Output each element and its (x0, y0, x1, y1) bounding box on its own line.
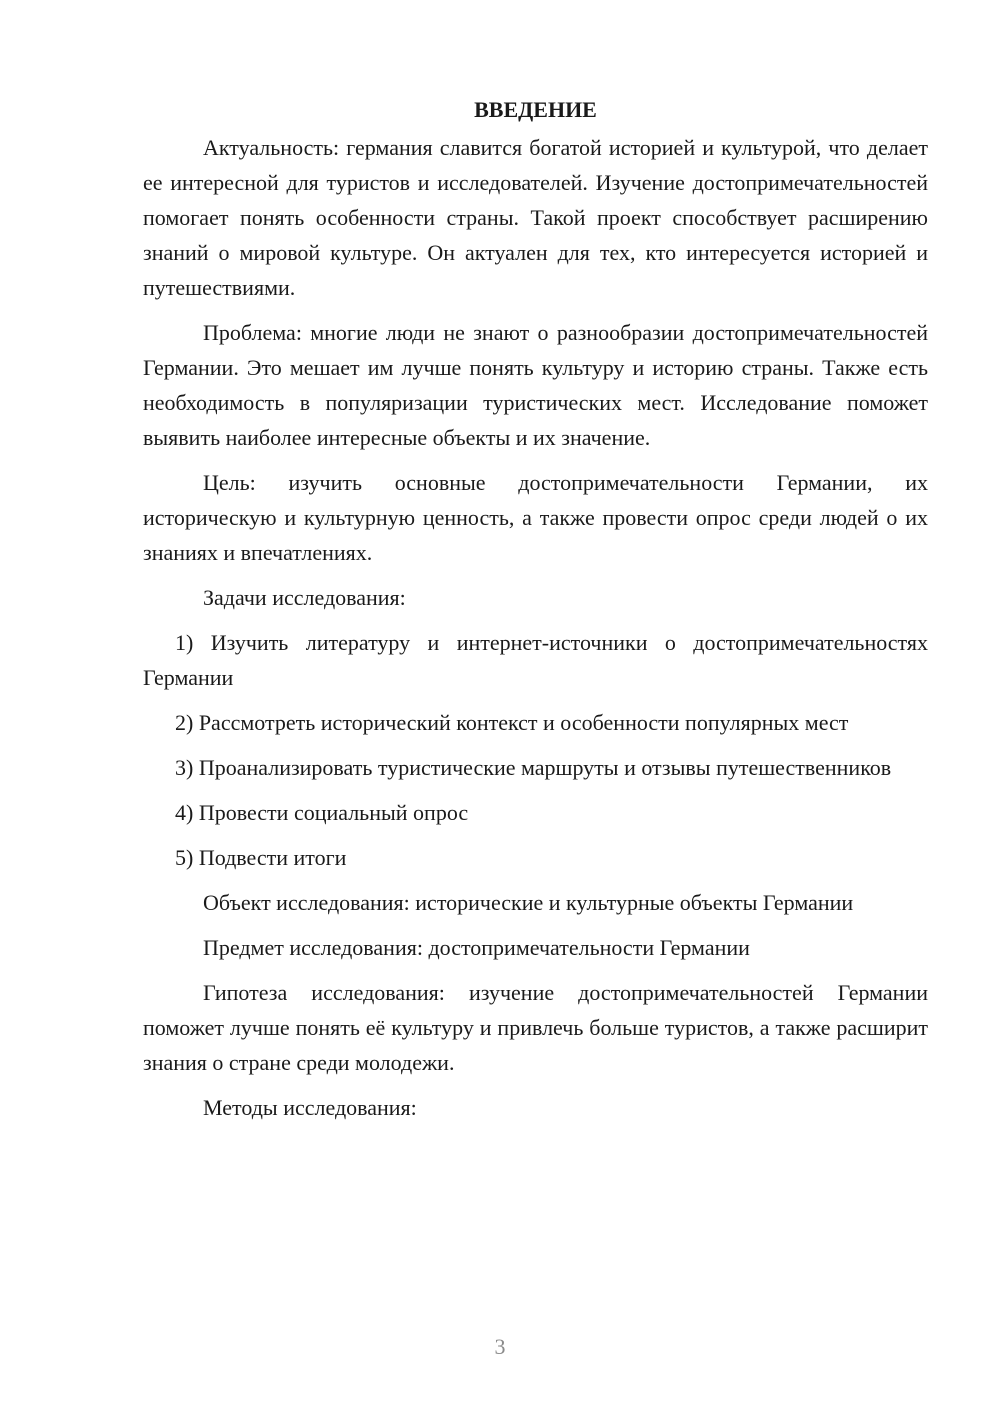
page-number: 3 (494, 1334, 506, 1359)
paragraph-tasks-heading: Задачи исследования: (203, 585, 406, 610)
document-page (143, 92, 928, 1135)
paragraph-subject: Предмет исследования: достопримечательности Германии (203, 935, 750, 960)
paragraph-problem: Проблема: многие люди не знают о разнообразии достопримечательностей Германии. Это мешает им лучше понять культуру и историю страны. Также есть необходимость в популяризации туристических мест. Исследование поможет выявить наиболее интересные объекты и их значение. (143, 320, 928, 450)
tasks-list (143, 625, 928, 875)
list-item: 2) Рассмотреть исторический контекст и особенности популярных мест (175, 710, 849, 735)
document-title: ВВЕДЕНИЕ (474, 97, 597, 122)
list-item: 5) Подвести итоги (175, 845, 347, 870)
paragraph-methods: Методы исследования: (203, 1095, 417, 1120)
paragraph-object: Объект исследования: исторические и культурные объекты Германии (203, 890, 854, 915)
paragraph-relevance: Актуальность: германия славится богатой историей и культурой, что делает ее интересной для туристов и исследователей. Изучение достопримечательностей помогает понять особенности страны. Такой проект способствует расширению знаний о мировой культуре. Он актуален для тех, кто интересуется историей и путешествиями. (143, 135, 928, 300)
paragraph-hypothesis: Гипотеза исследования: изучение достопримечательностей Германии поможет лучше понять её культуру и привлечь больше туристов, а также расширит знания о стране среди молодежи. (143, 980, 928, 1075)
list-item: 1) Изучить литературу и интернет-источники о достопримечательностях Германии (143, 630, 928, 690)
list-item: 4) Провести социальный опрос (175, 800, 469, 825)
paragraph-goal: Цель: изучить основные достопримечательности Германии, их историческую и культурную ценность, а также провести опрос среди людей о их знаниях и впечатлениях. (143, 470, 928, 565)
list-item: 3) Проанализировать туристические маршруты и отзывы путешественников (175, 755, 892, 780)
